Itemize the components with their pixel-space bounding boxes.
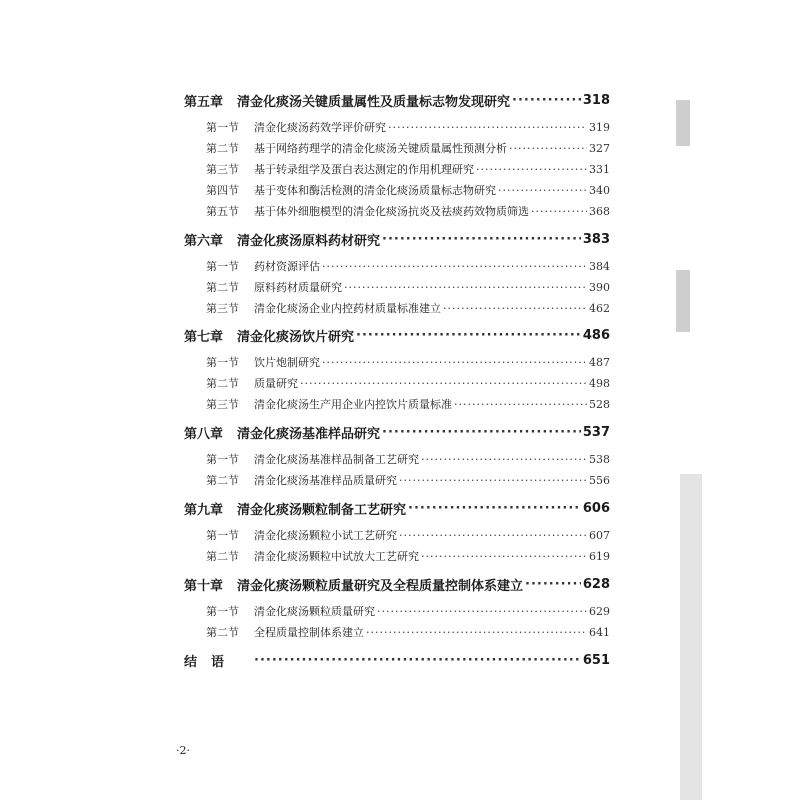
- section-title: 基于变体和酶活检测的清金化痰汤质量标志物研究: [254, 184, 496, 197]
- leader-dots: [454, 398, 587, 411]
- page-number: 319: [589, 120, 610, 134]
- toc-section[interactable]: [184, 159, 610, 179]
- toc-section[interactable]: [184, 138, 610, 158]
- section-title: 清金化痰汤基准样品质量研究: [254, 474, 397, 487]
- toc-section[interactable]: [184, 622, 610, 642]
- page-number: 641: [589, 625, 610, 639]
- page-number: 498: [589, 376, 610, 390]
- leader-dots: [344, 281, 587, 294]
- toc-section[interactable]: [184, 525, 610, 545]
- chapter-title: 清金化痰汤颗粒质量研究及全程质量控制体系建立: [237, 578, 524, 594]
- page-number: 556: [589, 473, 610, 487]
- chapter-number: 第六章: [184, 233, 224, 249]
- section-title: 清金化痰汤企业内控药材质量标准建立: [254, 302, 441, 315]
- section-title: 全程质量控制体系建立: [254, 626, 364, 639]
- section-number: 第二节: [206, 626, 239, 639]
- chapter-number: 第八章: [184, 426, 224, 442]
- leader-dots: [509, 142, 587, 155]
- leader-dots: [525, 577, 581, 592]
- section-title: 清金化痰汤颗粒小试工艺研究: [254, 529, 397, 542]
- toc-section[interactable]: [184, 298, 610, 318]
- section-title: 清金化痰汤药效学评价研究: [254, 121, 386, 134]
- leader-dots: [421, 453, 587, 466]
- leader-dots: [300, 377, 587, 390]
- page-number: 619: [589, 549, 610, 563]
- page-number: 528: [589, 397, 610, 411]
- section-title: 饮片炮制研究: [254, 356, 320, 369]
- section-number: 第二节: [206, 281, 239, 294]
- section-number: 第一节: [206, 121, 239, 134]
- page-number: 331: [589, 162, 610, 176]
- page-number: 607: [589, 528, 610, 542]
- leader-dots: [476, 163, 587, 176]
- toc-conclusion[interactable]: [184, 650, 610, 670]
- page-number: 368: [589, 204, 610, 218]
- leader-dots: [254, 653, 581, 668]
- leader-dots: [382, 232, 581, 247]
- chapter-title: 清金化痰汤关键质量属性及质量标志物发现研究: [237, 94, 511, 110]
- leader-dots: [408, 501, 581, 516]
- toc-section[interactable]: [184, 394, 610, 414]
- section-number: 第一节: [206, 260, 239, 273]
- page-number: 462: [589, 301, 610, 315]
- leader-dots: [388, 121, 587, 134]
- section-number: 第一节: [206, 453, 239, 466]
- toc-section[interactable]: [184, 180, 610, 200]
- section-number: 第三节: [206, 302, 239, 315]
- toc-chapter-8[interactable]: [184, 422, 610, 442]
- section-number: 第三节: [206, 398, 239, 411]
- page-edge-mark: [676, 100, 690, 146]
- chapter-title: 清金化痰汤基准样品研究: [237, 426, 381, 442]
- page-number: 628: [582, 576, 610, 592]
- section-number: 第三节: [206, 163, 239, 176]
- leader-dots: [356, 328, 581, 343]
- toc-section[interactable]: [184, 470, 610, 490]
- leader-dots: [366, 626, 587, 639]
- page-edge-mark: [676, 270, 690, 332]
- toc-chapter-9[interactable]: [184, 498, 610, 518]
- page-number: 651: [582, 652, 610, 668]
- leader-dots: [498, 184, 587, 197]
- page-number: 390: [589, 280, 610, 294]
- page-number: 538: [589, 452, 610, 466]
- section-title: 基于网络药理学的清金化痰汤关键质量属性预测分析: [254, 142, 507, 155]
- section-title: 基于体外细胞模型的清金化痰汤抗炎及祛痰药效物质筛选: [254, 205, 529, 218]
- page-number: 629: [589, 604, 610, 618]
- toc-section[interactable]: [184, 601, 610, 621]
- page-number: 487: [589, 355, 610, 369]
- leader-dots: [322, 260, 587, 273]
- section-title: 清金化痰汤颗粒质量研究: [254, 605, 375, 618]
- chapter-number: 第五章: [184, 94, 224, 110]
- page-number: 318: [582, 92, 610, 108]
- leader-dots: [512, 93, 581, 108]
- section-number: 第一节: [206, 356, 239, 369]
- section-number: 第二节: [206, 142, 239, 155]
- section-number: 第四节: [206, 184, 239, 197]
- toc-chapter-6[interactable]: [184, 229, 610, 249]
- page-number: 384: [589, 259, 610, 273]
- leader-dots: [443, 302, 587, 315]
- leader-dots: [377, 605, 587, 618]
- section-title: 质量研究: [254, 377, 298, 390]
- page-number: 327: [589, 141, 610, 155]
- toc-chapter-10[interactable]: [184, 574, 610, 594]
- toc-section[interactable]: [184, 352, 610, 372]
- toc-section[interactable]: [184, 449, 610, 469]
- leader-dots: [399, 474, 587, 487]
- leader-dots: [531, 205, 587, 218]
- toc-section[interactable]: [184, 546, 610, 566]
- leader-dots: [382, 425, 581, 440]
- chapter-number: 第九章: [184, 502, 224, 518]
- section-title: 原料药材质量研究: [254, 281, 342, 294]
- section-title: 清金化痰汤颗粒中试放大工艺研究: [254, 550, 419, 563]
- section-number: 第五节: [206, 205, 239, 218]
- page-number: 340: [589, 183, 610, 197]
- toc-section[interactable]: [184, 256, 610, 276]
- toc-chapter-5[interactable]: [184, 90, 610, 110]
- page-number: 486: [582, 327, 610, 343]
- leader-dots: [421, 550, 587, 563]
- toc-section[interactable]: [184, 373, 610, 393]
- page-number: 383: [582, 231, 610, 247]
- leader-dots: [322, 356, 587, 369]
- section-title: 药材资源评估: [254, 260, 320, 273]
- chapter-number: 第十章: [184, 578, 224, 594]
- chapter-title: 清金化痰汤原料药材研究: [237, 233, 381, 249]
- page-number: 537: [582, 424, 610, 440]
- section-number: 第一节: [206, 605, 239, 618]
- section-title: 清金化痰汤基准样品制备工艺研究: [254, 453, 419, 466]
- chapter-title: 清金化痰汤饮片研究: [237, 329, 355, 345]
- page-edge-strip: [680, 474, 702, 800]
- section-title: 清金化痰汤生产用企业内控饮片质量标准: [254, 398, 452, 411]
- toc-section[interactable]: [184, 201, 610, 221]
- chapter-number: 第七章: [184, 329, 224, 345]
- page-number: 606: [582, 500, 610, 516]
- chapter-title: 清金化痰汤颗粒制备工艺研究: [237, 502, 407, 518]
- toc-section[interactable]: [184, 277, 610, 297]
- section-number: 第二节: [206, 474, 239, 487]
- leader-dots: [399, 529, 587, 542]
- section-number: 第二节: [206, 550, 239, 563]
- toc-section[interactable]: [184, 117, 610, 137]
- section-number: 第一节: [206, 529, 239, 542]
- footer-page-number: ·2·: [176, 744, 190, 757]
- conclusion-title: 结语: [184, 654, 239, 670]
- toc-chapter-7[interactable]: [184, 325, 610, 345]
- section-number: 第二节: [206, 377, 239, 390]
- section-title: 基于转录组学及蛋白表达测定的作用机理研究: [254, 163, 474, 176]
